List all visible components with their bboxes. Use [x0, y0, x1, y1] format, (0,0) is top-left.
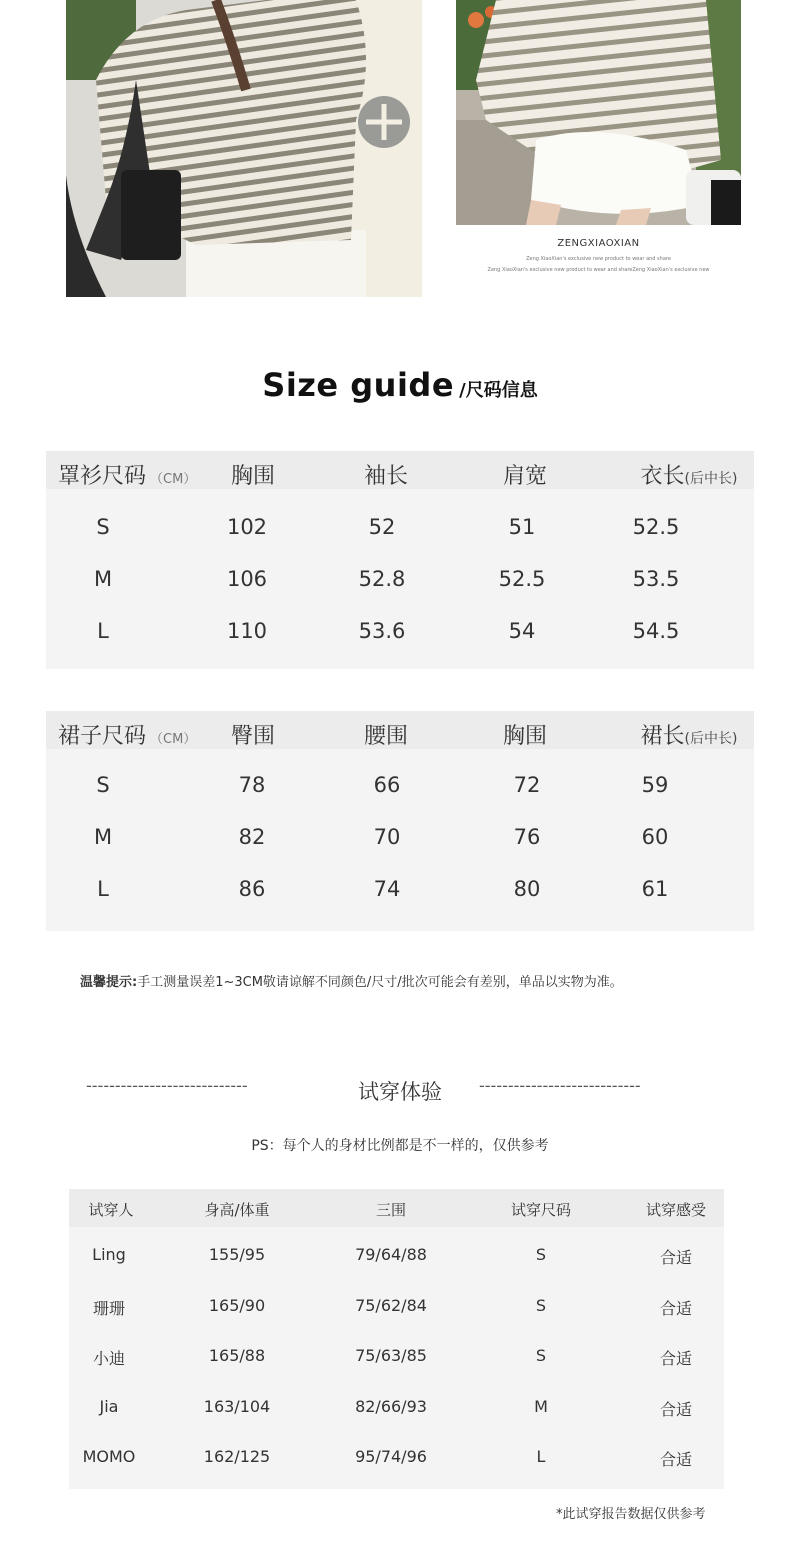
size-cell: S [96, 773, 110, 797]
tried-size: M [534, 1396, 548, 1416]
value-cell: 74 [373, 877, 401, 901]
table-row [46, 555, 754, 607]
size-cell: S [96, 515, 110, 539]
measurements: 82/66/93 [355, 1396, 427, 1416]
value-cell: 80 [513, 877, 541, 901]
table-row [69, 1435, 724, 1486]
table-header [46, 451, 754, 489]
value-cell: 54.5 [632, 619, 680, 643]
height-weight: 165/88 [208, 1346, 266, 1366]
header-col: 试穿感受 [645, 1201, 707, 1219]
size-guide-heading: Size guide [262, 366, 455, 404]
shirt-size-table [46, 451, 754, 669]
value-cell: 54 [508, 619, 536, 643]
tester-name: MOMO [82, 1447, 136, 1467]
table-row [46, 865, 754, 917]
value-cell: 70 [373, 825, 401, 849]
value-cell: 86 [238, 877, 266, 901]
model-photo-right [456, 0, 741, 225]
tester-name: Jia [99, 1396, 119, 1416]
value-cell: 52 [368, 515, 396, 539]
table-row [69, 1284, 724, 1335]
header-col: 胸围 [502, 724, 548, 749]
tip-text: 手工测量误差1~3CM敬请谅解不同颜色/尺寸/批次可能会有差别，单品以实物为准。 [137, 975, 623, 990]
value-cell: 82 [238, 825, 266, 849]
header-col: 试穿人 [88, 1201, 134, 1219]
header-col: 试穿尺码 [510, 1201, 572, 1219]
table-row [46, 607, 754, 659]
value-cell: 52.8 [358, 567, 406, 591]
tryon-table [69, 1189, 724, 1489]
header-size-label: 罩衫尺码 （CM） [58, 464, 197, 489]
table-row [46, 761, 754, 813]
fit-feedback: 合适 [659, 1349, 693, 1369]
value-cell: 72 [513, 773, 541, 797]
brand-tagline-repeat: Zeng XiaoXian's exclusive new product to wear and shareZeng XiaoXian's exclusive new [487, 267, 710, 273]
value-cell: 60 [641, 825, 669, 849]
tester-name: Ling [92, 1245, 126, 1264]
model-photo-left [66, 0, 422, 297]
value-cell: 59 [641, 773, 669, 797]
value-cell: 78 [238, 773, 266, 797]
table-header [46, 711, 754, 749]
tester-name: 小迪 [92, 1349, 126, 1369]
value-cell: 106 [226, 567, 268, 591]
size-cell: M [93, 825, 113, 849]
tried-size: L [536, 1447, 546, 1467]
height-weight: 163/104 [203, 1396, 271, 1416]
value-cell: 61 [641, 877, 669, 901]
tip-label: 温馨提示: [80, 975, 138, 990]
header-col: 衣长(后中长) [640, 464, 738, 489]
header-col: 臀围 [230, 724, 276, 749]
value-cell: 110 [226, 619, 268, 643]
header-col: 胸围 [230, 464, 276, 489]
size-guide-title [0, 366, 800, 404]
measurements: 95/74/96 [355, 1447, 427, 1467]
header-col: 肩宽 [502, 464, 548, 489]
divider-dashes-right: ---------------------------- [479, 1076, 641, 1095]
value-cell: 76 [513, 825, 541, 849]
value-cell: 53.6 [358, 619, 406, 643]
header-size-label: 裙子尺码 （CM） [58, 724, 197, 749]
value-cell: 53.5 [632, 567, 680, 591]
divider-dashes-left: ---------------------------- [86, 1076, 248, 1095]
fit-feedback: 合适 [659, 1399, 693, 1419]
value-cell: 102 [226, 515, 268, 539]
measurements: 79/64/88 [355, 1245, 427, 1264]
value-cell: 51 [508, 515, 536, 539]
header-col: 身高/体重 [204, 1201, 270, 1219]
brand-name: ZENGXIAOXIAN [557, 238, 640, 249]
skirt-size-table [46, 711, 754, 931]
height-weight: 162/125 [203, 1447, 271, 1467]
fit-feedback: 合适 [659, 1298, 693, 1318]
tried-size: S [535, 1295, 547, 1315]
value-cell: 52.5 [632, 515, 680, 539]
value-cell: 52.5 [498, 567, 546, 591]
measurements: 75/62/84 [355, 1295, 427, 1315]
fit-feedback: 合适 [659, 1450, 693, 1470]
height-weight: 155/95 [208, 1245, 266, 1264]
table-row [69, 1233, 724, 1284]
value-cell: 66 [373, 773, 401, 797]
height-weight: 165/90 [208, 1295, 266, 1315]
table-row [69, 1385, 724, 1436]
size-cell: M [93, 567, 113, 591]
table-row [69, 1334, 724, 1385]
fit-feedback: 合适 [659, 1248, 693, 1267]
tryon-footnote: *此试穿报告数据仅供参考 [556, 1507, 706, 1522]
tester-name: 珊珊 [92, 1298, 126, 1318]
tried-size: S [535, 1346, 547, 1366]
tryon-heading: 试穿体验 [358, 1080, 442, 1104]
measurements: 75/63/85 [355, 1346, 427, 1366]
table-row [46, 813, 754, 865]
size-cell: L [97, 619, 109, 643]
size-cell: L [97, 877, 109, 901]
tryon-ps-note: PS：每个人的身材比例都是不一样的，仅供参考 [251, 1138, 549, 1154]
tried-size: S [535, 1245, 547, 1264]
table-header [69, 1189, 724, 1227]
size-guide-subheading: /尺码信息 [459, 380, 538, 401]
header-col: 裙长(后中长) [640, 724, 738, 749]
brand-tagline: Zeng XiaoXian's exclusive new product to wear and share [526, 256, 671, 262]
header-col: 腰围 [363, 724, 409, 749]
measurement-tip [80, 971, 623, 990]
table-row [46, 503, 754, 555]
header-col: 袖长 [363, 464, 409, 489]
header-col: 三围 [375, 1201, 407, 1219]
